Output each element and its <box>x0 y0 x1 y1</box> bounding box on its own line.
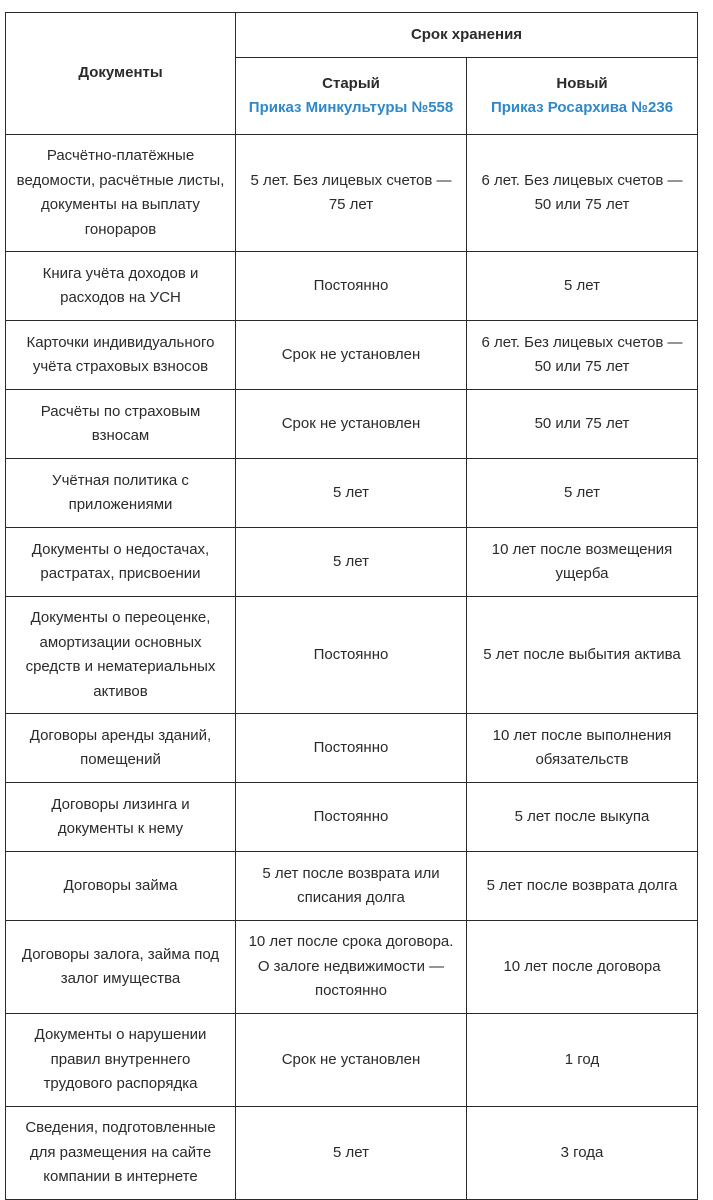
cell-old-period: Постоянно <box>236 597 467 714</box>
order-rosarkhiva-236-link[interactable]: Приказ Росархива №236 <box>490 99 674 116</box>
cell-new-period: 10 лет после договора <box>467 921 698 1014</box>
cell-old-period: 5 лет <box>236 459 467 528</box>
cell-old-period: 5 лет после возврата или списания долга <box>236 852 467 921</box>
cell-document: Карточки индивидуального учёта страховых взносов <box>6 321 236 390</box>
header-storage-period: Срок хранения <box>236 13 698 58</box>
cell-document: Договоры аренды зданий, помещений <box>6 714 236 783</box>
cell-old-period: Срок не установлен <box>236 390 467 459</box>
table-row <box>6 321 698 390</box>
cell-document: Документы о нарушении правил внутреннего трудового распорядка <box>6 1014 236 1107</box>
cell-document: Книга учёта доходов и расходов на УСН <box>6 252 236 321</box>
table-row <box>6 459 698 528</box>
cell-document: Договоры лизинга и документы к нему <box>6 783 236 852</box>
header-documents: Документы <box>6 13 236 135</box>
cell-old-period: Постоянно <box>236 714 467 783</box>
table-row <box>6 714 698 783</box>
cell-document: Расчётно-платёжные ведомости, расчётные листы, документы на выплату гонораров <box>6 135 236 252</box>
cell-new-period: 6 лет. Без лицевых счетов — 50 или 75 лет <box>467 135 698 252</box>
cell-old-period: 5 лет <box>236 528 467 597</box>
cell-old-period: 5 лет. Без лицевых счетов — 75 лет <box>236 135 467 252</box>
table-row <box>6 1014 698 1107</box>
cell-new-period: 1 год <box>467 1014 698 1107</box>
cell-document: Документы о недостачах, растратах, присвоении <box>6 528 236 597</box>
cell-document: Сведения, подготовленные для размещения на сайте компании в интернете <box>6 1107 236 1200</box>
cell-new-period: 5 лет <box>467 252 698 321</box>
cell-document: Учётная политика с приложениями <box>6 459 236 528</box>
cell-document: Договоры залога, займа под залог имущества <box>6 921 236 1014</box>
table-row <box>6 135 698 252</box>
table-row <box>6 921 698 1014</box>
cell-new-period: 3 года <box>467 1107 698 1200</box>
header-row <box>6 13 698 58</box>
storage-periods-table <box>5 12 698 1200</box>
cell-document: Документы о переоценке, амортизации основных средств и нематериальных активов <box>6 597 236 714</box>
cell-old-period: 5 лет <box>236 1107 467 1200</box>
order-minkultury-558-link[interactable]: Приказ Минкультуры №558 <box>248 99 454 116</box>
cell-old-period: Срок не установлен <box>236 321 467 390</box>
cell-new-period: 5 лет после выбытия актива <box>467 597 698 714</box>
cell-new-period: 6 лет. Без лицевых счетов — 50 или 75 лет <box>467 321 698 390</box>
table-row <box>6 390 698 459</box>
cell-new-period: 10 лет после выполнения обязательств <box>467 714 698 783</box>
header-old-label: Старый <box>322 74 380 92</box>
cell-new-period: 5 лет после выкупа <box>467 783 698 852</box>
table-row <box>6 597 698 714</box>
header-new-label: Новый <box>556 74 608 92</box>
cell-old-period: Постоянно <box>236 783 467 852</box>
cell-new-period: 5 лет <box>467 459 698 528</box>
header-old <box>236 58 467 135</box>
table-row <box>6 783 698 852</box>
cell-old-period: Срок не установлен <box>236 1014 467 1107</box>
table-row <box>6 852 698 921</box>
cell-new-period: 10 лет после возмещения ущерба <box>467 528 698 597</box>
table-row <box>6 1107 698 1200</box>
header-new <box>467 58 698 135</box>
table-row <box>6 528 698 597</box>
cell-old-period: 10 лет после срока договора. О залоге недвижимости — постоянно <box>236 921 467 1014</box>
cell-document: Договоры займа <box>6 852 236 921</box>
table-row <box>6 252 698 321</box>
cell-new-period: 5 лет после возврата долга <box>467 852 698 921</box>
cell-new-period: 50 или 75 лет <box>467 390 698 459</box>
cell-document: Расчёты по страховым взносам <box>6 390 236 459</box>
cell-old-period: Постоянно <box>236 252 467 321</box>
